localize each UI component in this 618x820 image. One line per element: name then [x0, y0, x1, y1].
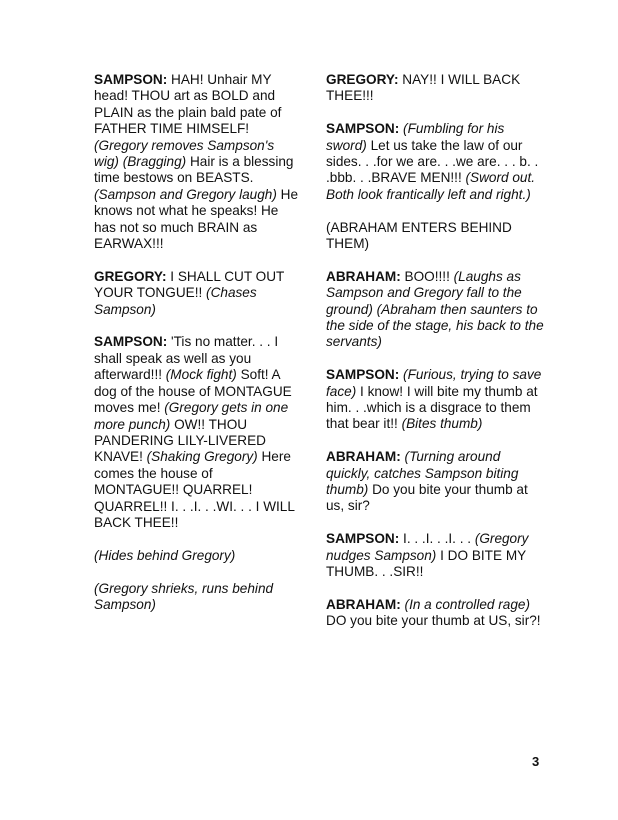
stage-direction: (Chases Sampson) — [94, 285, 257, 317]
stage-direction: (In a controlled rage) — [404, 596, 530, 612]
speaker-name: SAMPSON: — [94, 334, 168, 350]
speaker-name: SAMPSON: — [94, 72, 168, 87]
dialogue-text: DO you bite your thumb at US, sir?! — [326, 613, 541, 629]
stage-direction: (Furious, trying to save face) — [326, 367, 542, 399]
dialogue-text: Here comes the house of MONTAGUE!! QUARREL! QUARREL!! I. . .I. . .WI. . . I WILL BACK THEE!! — [94, 449, 295, 530]
script-block — [326, 367, 544, 433]
dialogue-text: Let us take the law of our sides. . .for we are. . .we are. . . b. . .bbb. . .BRAVE MEN!!! — [326, 137, 539, 186]
right-column — [326, 72, 544, 646]
stage-direction: (Bites thumb) — [401, 416, 483, 432]
stage-direction: (Gregory nudges Sampson) — [326, 531, 529, 563]
script-block — [94, 334, 299, 531]
dialogue-text: He knows not what he speaks! He has not so much BRAIN as EARWAX!!! — [94, 186, 299, 252]
script-block — [94, 72, 299, 252]
dialogue-text: Hair is a blessing time bestows on BEASTS. — [94, 154, 294, 186]
speaker-name: ABRAHAM: — [326, 596, 401, 612]
dialogue-text: NAY!! I WILL BACK THEE!!! — [326, 72, 521, 104]
speaker-name: SAMPSON: — [326, 121, 400, 137]
stage-direction: (Sword out. Both look frantically left and right.) — [326, 170, 536, 202]
stage-direction: (Gregory shrieks, runs behind Sampson) — [94, 580, 274, 612]
dialogue-text: I DO BITE MY THUMB. . .SIR!! — [326, 547, 526, 580]
stage-direction: (Hides behind Gregory) — [94, 547, 236, 563]
script-block — [326, 597, 544, 630]
stage-direction: (Sampson and Gregory laugh) — [94, 186, 277, 202]
stage-direction: (Turning around quickly, catches Sampson biting thumb) — [326, 449, 519, 498]
script-block — [326, 220, 544, 253]
dialogue-text: HAH! Unhair MY head! THOU art as BOLD and PLAIN as the plain bald pate of FATHER TIME HIMSELF! — [94, 72, 282, 137]
dialogue-text: Soft! A dog of the house of MONTAGUE moves me! — [94, 367, 292, 416]
dialogue-text: 'Tis no matter. . . I shall speak as well as you afterward!!! — [94, 334, 279, 383]
script-block — [94, 269, 299, 318]
speaker-name: SAMPSON: — [326, 367, 400, 383]
dialogue-text: (ABRAHAM ENTERS BEHIND THEM) — [326, 219, 512, 252]
stage-direction: (Gregory gets in one more punch) — [94, 400, 289, 432]
speaker-name: GREGORY: — [94, 268, 167, 284]
dialogue-text: I SHALL CUT OUT YOUR TONGUE!! — [94, 268, 285, 301]
stage-direction: (Gregory removes Sampson's wig) (Bragging) — [94, 137, 275, 170]
speaker-name: ABRAHAM: — [326, 268, 401, 284]
dialogue-text: I know! I will bite my thumb at him. . .which is a disgrace to them that bear it!! — [326, 383, 538, 432]
stage-direction: (Laughs as Sampson and Gregory fall to the ground) (Abraham then saunters to the side of the stage, his back to the servants) — [326, 268, 544, 350]
dialogue-text: Do you bite your thumb at us, sir? — [326, 482, 528, 514]
dialogue-text: OW!! THOU PANDERING LILY-LIVERED KNAVE! — [94, 416, 266, 465]
script-block — [326, 269, 544, 351]
script-block — [94, 548, 299, 564]
page-number: 3 — [532, 754, 540, 769]
speaker-name: ABRAHAM: — [326, 449, 401, 465]
stage-direction: (Shaking Gregory) — [146, 449, 258, 465]
script-block — [326, 72, 544, 105]
left-column — [94, 72, 299, 630]
stage-direction: (Fumbling for his sword) — [326, 121, 505, 153]
dialogue-text: I. . .I. . .I. . . — [399, 531, 475, 547]
dialogue-text: BOO!!!! — [400, 268, 454, 284]
speaker-name: GREGORY: — [326, 72, 399, 87]
script-block — [326, 449, 544, 515]
script-block — [94, 581, 299, 614]
speaker-name: SAMPSON: — [326, 531, 400, 547]
stage-direction: (Mock fight) — [165, 367, 237, 383]
script-block — [326, 531, 544, 580]
script-block — [326, 121, 544, 203]
